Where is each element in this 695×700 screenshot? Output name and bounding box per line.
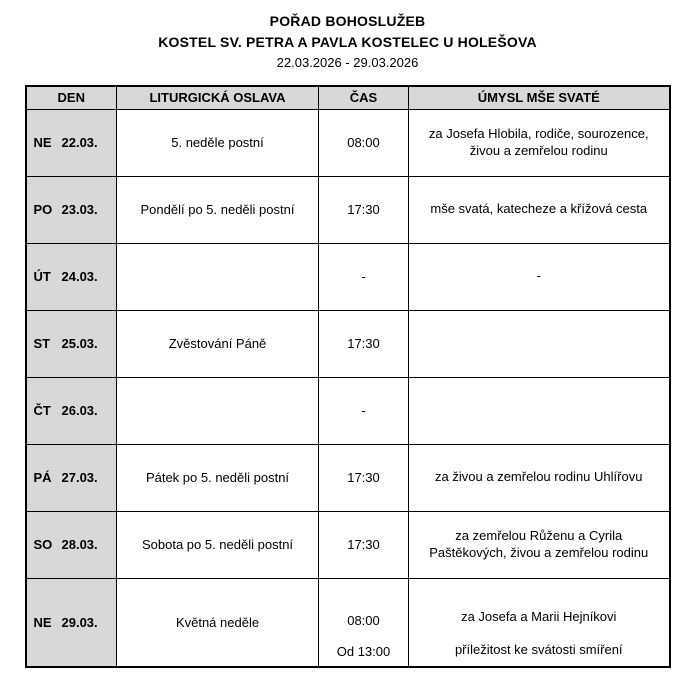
col-header-liturgicka-oslava: LITURGICKÁ OSLAVA [117, 86, 319, 109]
intention-cell: za živou a zemřelou rodinu Uhlířovu [409, 444, 670, 511]
intention-cell: za Josefa Hlobila, rodiče, sourozence, živou a zemřelou rodinu [409, 109, 670, 176]
table-row [26, 578, 670, 667]
col-header-cas: ČAS [319, 86, 409, 109]
intention-cell: - [409, 243, 670, 310]
day-date: 26.03. [61, 403, 98, 418]
day-date: 22.03. [61, 135, 98, 150]
page-subtitle: KOSTEL SV. PETRA A PAVLA KOSTELEC U HOLEŠOVA [158, 34, 537, 50]
day-cell [26, 176, 117, 243]
day-cell [26, 243, 117, 310]
intention-cell [409, 578, 670, 667]
cell-entry: 08:00 [347, 613, 380, 628]
day-cell [26, 578, 117, 667]
time-cell: 17:30 [319, 444, 409, 511]
time-cell: 17:30 [319, 511, 409, 578]
celebration-cell [117, 243, 319, 310]
day-abbr: ČT [33, 403, 51, 418]
table-row [26, 377, 670, 444]
schedule-body [26, 109, 670, 667]
intention-cell [409, 310, 670, 377]
time-cell [319, 578, 409, 667]
day-cell [26, 444, 117, 511]
intention-cell [409, 377, 670, 444]
table-row [26, 243, 670, 310]
day-abbr: PÁ [33, 470, 52, 485]
col-header-umysl: ÚMYSL MŠE SVATÉ [409, 86, 670, 109]
day-cell [26, 377, 117, 444]
day-cell [26, 310, 117, 377]
day-date: 29.03. [61, 614, 98, 630]
cell-entry: Od 13:00 [336, 644, 391, 659]
intention-cell: za zemřelou Růženu a Cyrila Paštěkových, živou a zemřelou rodinu [409, 511, 670, 578]
day-date: 23.03. [61, 202, 98, 217]
day-cell [26, 109, 117, 176]
col-header-den: DEN [26, 86, 117, 109]
time-cell: - [319, 377, 409, 444]
celebration-cell: Květná neděle [117, 578, 319, 667]
table-row [26, 444, 670, 511]
celebration-cell [117, 377, 319, 444]
time-cell: 17:30 [319, 176, 409, 243]
schedule-table [25, 85, 671, 668]
time-cell: 17:30 [319, 310, 409, 377]
time-cell: 08:00 [319, 109, 409, 176]
table-row [26, 176, 670, 243]
day-date: 27.03. [61, 470, 98, 485]
cell-entry: za Josefa a Marii Hejníkovi [461, 609, 617, 625]
day-abbr: ÚT [33, 269, 51, 284]
date-range: 22.03.2026 - 29.03.2026 [276, 55, 419, 70]
table-row [26, 109, 670, 176]
table-header [26, 86, 670, 109]
celebration-cell: Zvěstování Páně [117, 310, 319, 377]
day-date: 28.03. [61, 537, 98, 552]
day-abbr: PO [33, 202, 53, 217]
header-row [26, 86, 670, 109]
day-abbr: SO [33, 537, 53, 552]
table-row [26, 310, 670, 377]
day-date: 25.03. [61, 336, 98, 351]
day-abbr: NE [33, 614, 52, 630]
celebration-cell: Sobota po 5. neděli postní [117, 511, 319, 578]
celebration-cell: Pátek po 5. neděli postní [117, 444, 319, 511]
celebration-cell: Pondělí po 5. neděli postní [117, 176, 319, 243]
cell-entry: příležitost ke svátosti smíření [454, 642, 623, 658]
day-abbr: ST [33, 336, 51, 351]
table-row [26, 511, 670, 578]
celebration-cell: 5. neděle postní [117, 109, 319, 176]
time-cell: - [319, 243, 409, 310]
page-title: POŘAD BOHOSLUŽEB [269, 13, 426, 29]
intention-cell: mše svatá, katecheze a křížová cesta [409, 176, 670, 243]
day-date: 24.03. [61, 269, 98, 284]
day-cell [26, 511, 117, 578]
document-header [0, 13, 695, 70]
day-abbr: NE [33, 135, 52, 150]
